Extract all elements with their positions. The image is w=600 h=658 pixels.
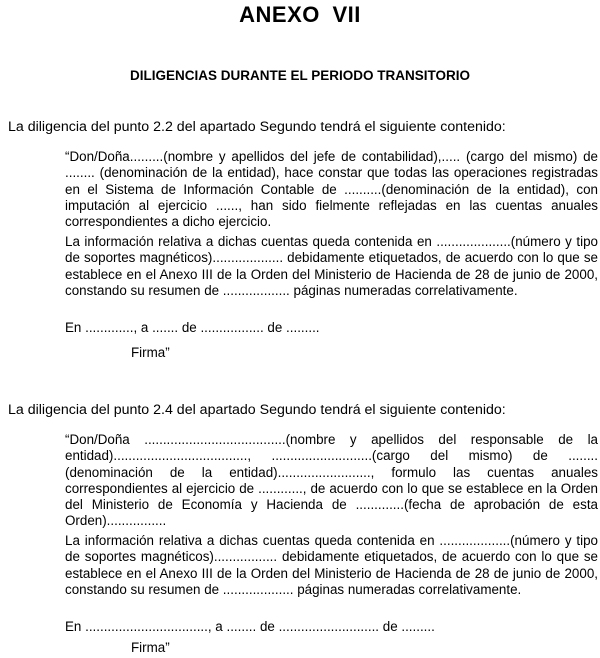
section1-intro: La diligencia del punto 2.2 del apartado Segundo tendrá el siguiente contenido: [8,119,506,135]
section1-paragraph1-text: “Don/Doña.........(nombre y apellidos del jefe de contabilidad),..... (cargo del mismo) de ........ (denominación de la entidad), hace constar que todas las operaciones registradas en el Sistema de Información Contable de ..........(denominación de la entidad), con imputación al ejercicio ......, han sido fielmente reflejadas en las cuentas anuales correspondientes a dicho ejercicio. [65,149,598,230]
section1-paragraph2-text: La información relativa a dichas cuentas queda contenida en ....................(número y tipo de soportes magnéticos)................... debidamente etiquetados, de acuerdo con lo que se establece en el Anexo III de la Orden del Ministerio de Hacienda de 28 de junio de 2000, constando su resumen de .................. páginas numeradas correlativamente. [65,234,598,298]
section2-intro: La diligencia del punto 2.4 del apartado Segundo tendrá el siguiente contenido: [8,402,506,418]
section2-paragraph2 [65,533,598,598]
annex-title: ANEXO VII [239,2,361,27]
section2-paragraph2-text: La información relativa a dichas cuentas queda contenida en ...................(número y tipo de soportes magnéticos)................. debidamente etiquetados, de acuerdo con lo que se establece en el Anexo III de la Orden del Ministerio de Hacienda de 28 de junio de 2000, constando su resumen de ................... páginas numeradas correlativamente. [65,533,598,597]
section2-place-date-text: En ................................., a ........ de ........................... de ......... [65,619,435,634]
section2-signature [65,640,598,656]
section1-place-date [65,320,598,336]
section1-paragraph2 [65,234,598,299]
section2-place-date [65,619,598,635]
section1-paragraph1 [65,149,598,230]
section2-paragraph1-text: “Don/Doña ......................................(nombre y apellidos del responsable de la entidad)...................................., ...........................(cargo del mismo) de ........ (denominación de la entidad)........................., formulo las cuentas anuales correspondientes al ejercicio de ............, de acuerdo con lo que se establece en la Orden del Ministerio de Economía y Hacienda de .............(fecha de aprobación de esta Orden)................ [65,432,598,529]
section1-place-date-text: En ............., a ....... de ................. de ......... [65,320,320,335]
section1-signature [65,345,598,361]
section2-signature-text: Firma” [131,640,170,655]
section1-signature-text: Firma” [131,345,170,360]
section-title: DILIGENCIAS DURANTE EL PERIODO TRANSITORIO [129,68,471,83]
section2-paragraph1 [65,432,598,530]
